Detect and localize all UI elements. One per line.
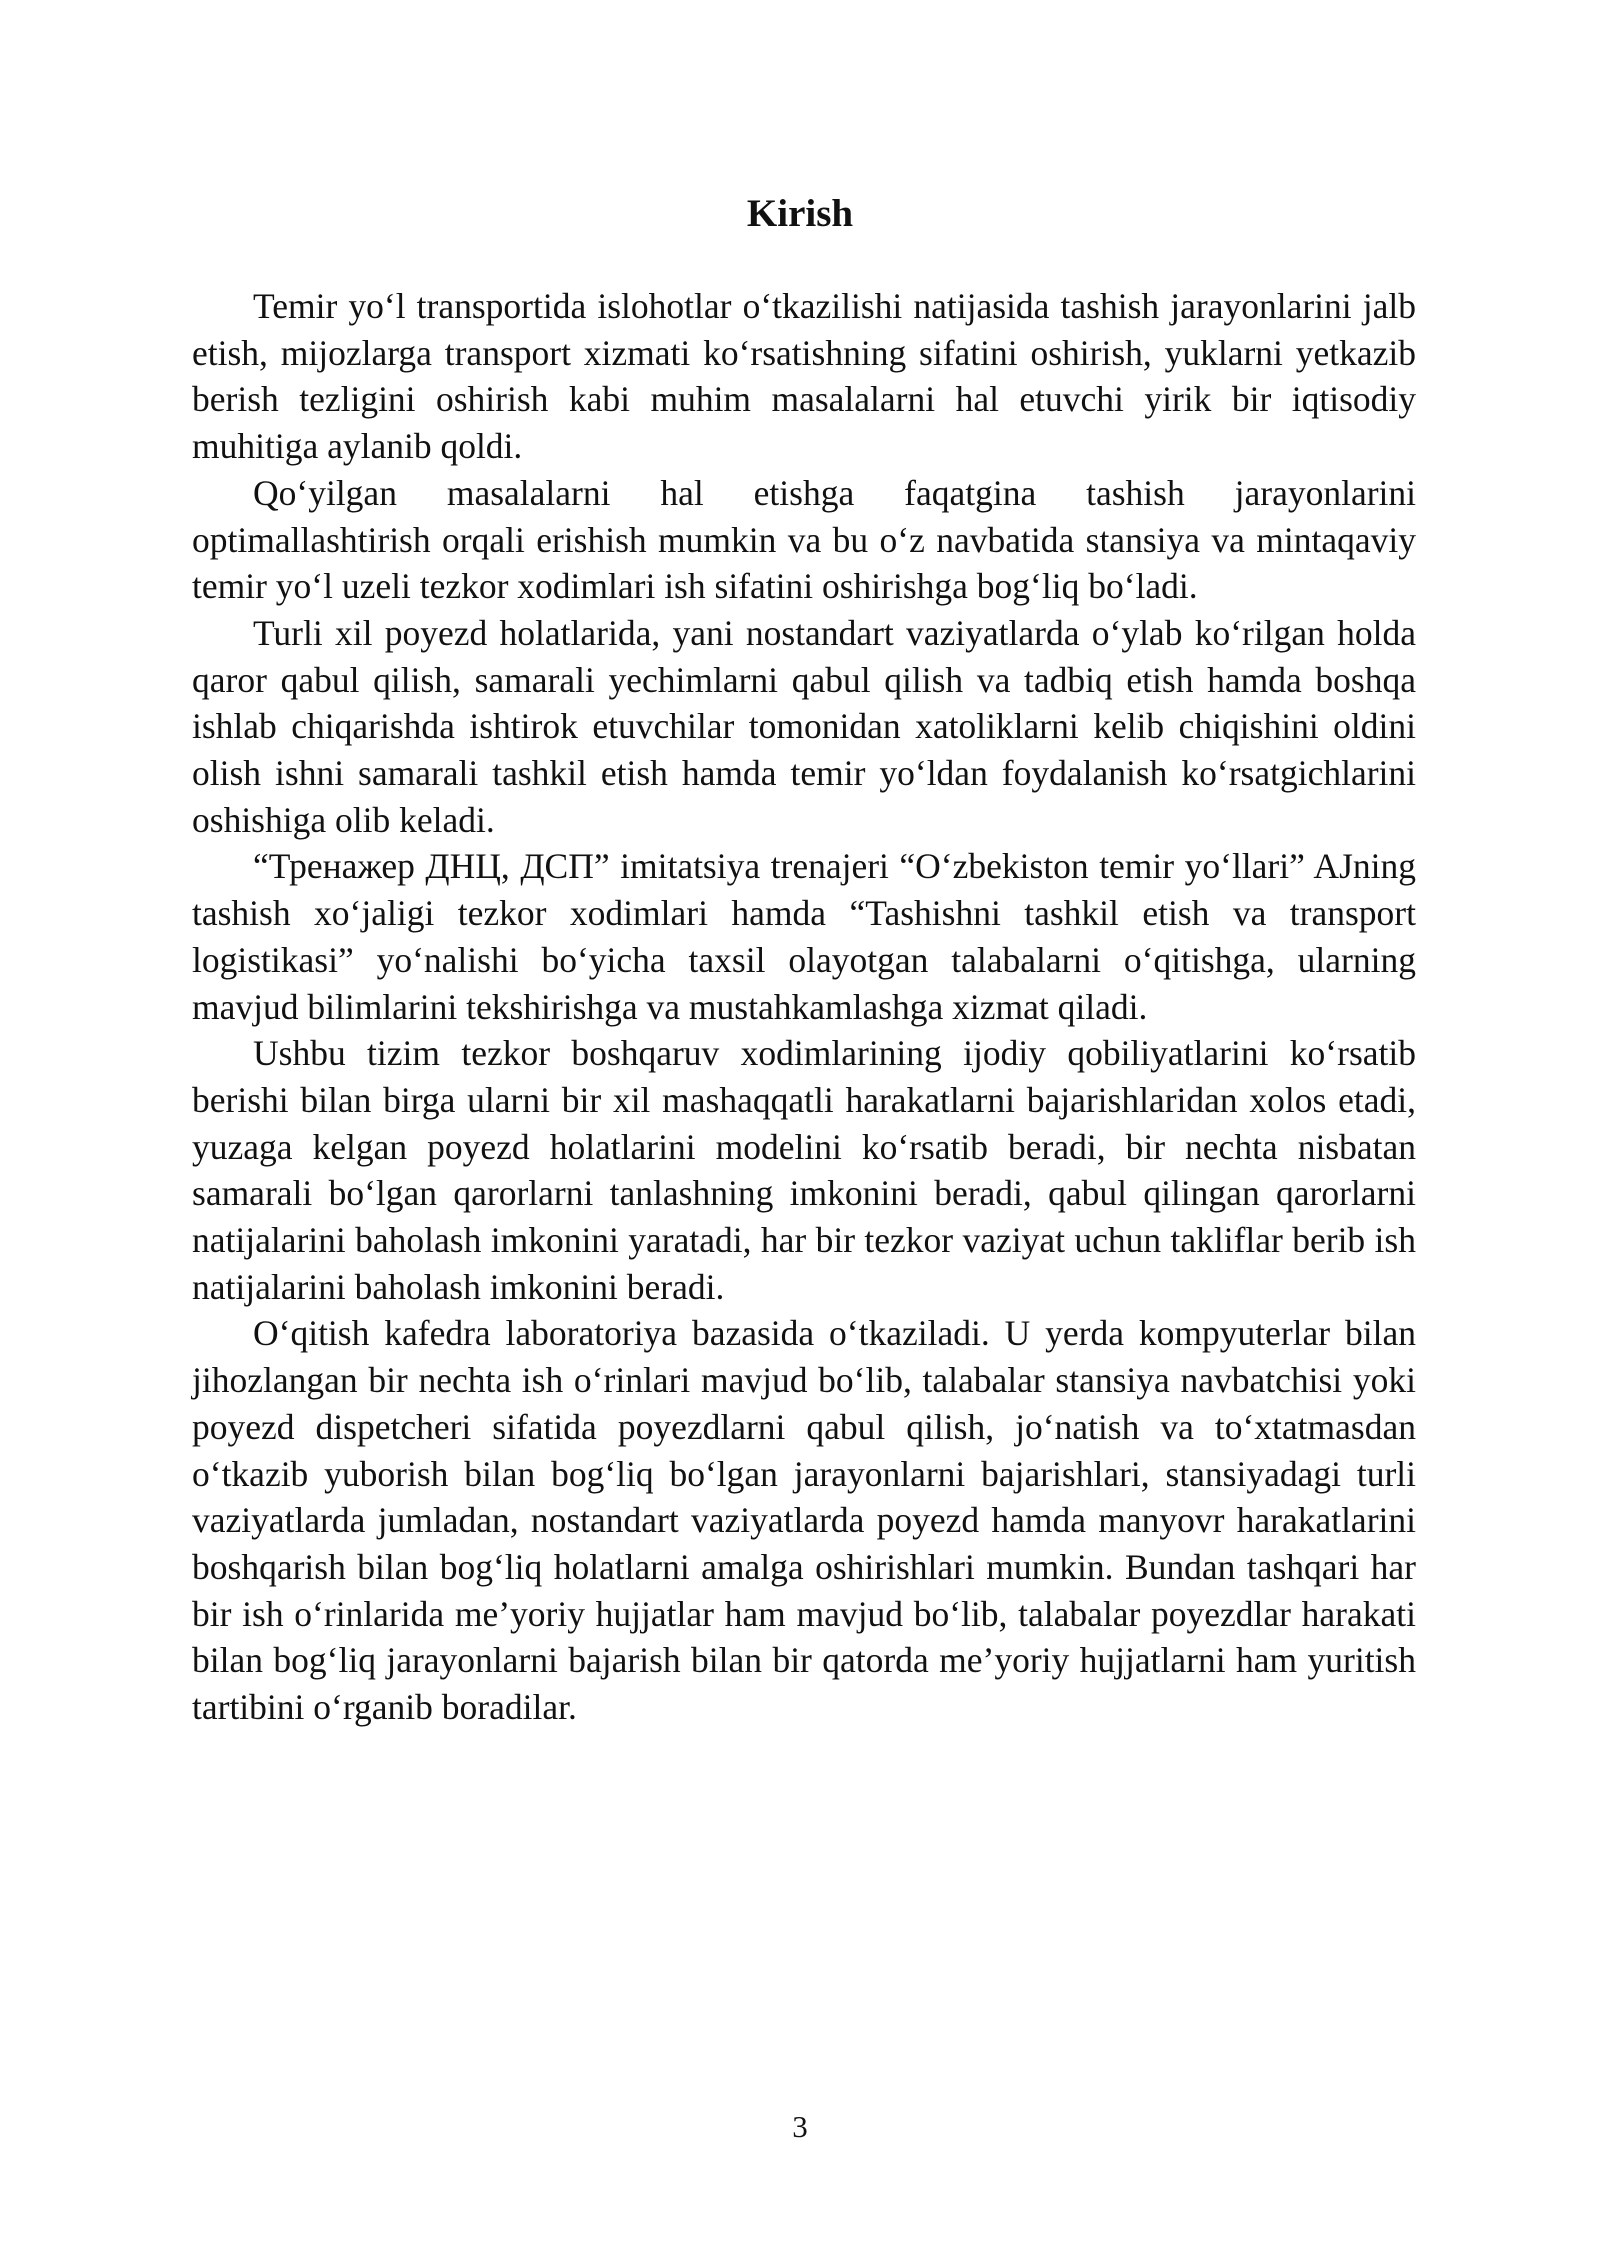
paragraph-3: Turli xil poyezd holatlarida, yani nostandart vaziyatlarda o‘ylab ko‘rilgan holda qaror qabul qilish, samarali yechimlarni qabul qilish va tadbiq etish hamda boshqa ishlab chiqarishda ishtirok etuvchilar tomonidan xatoliklarni kelib chiqishini oldini olish ishni samarali tashkil etish hamda temir yo‘ldan foydalanish ko‘rsatgichlarini oshishiga olib keladi. xyxy=(192,612,1416,840)
paragraph-5: Ushbu tizim tezkor boshqaruv xodimlarining ijodiy qobiliyatlarini ko‘rsatib berishi bilan birga ularni bir xil mashaqqatli harakatlarni bajarishlaridan xolos etadi, yuzaga kelgan poyezd holatlarini modelini ko‘rsatib beradi, bir nechta nisbatan samarali bo‘lgan qarorlarni tanlashning imkonini beradi, qabul qilingan qarorlarni natijalarini baholash imkonini yaratadi, har bir tezkor vaziyat uchun takliflar berib ish natijalarini baholash imkonini beradi. xyxy=(192,1033,1416,1307)
page-title: Kirish xyxy=(746,192,854,235)
paragraph-1: Temir yo‘l transportida islohotlar o‘tkazilishi natijasida tashish jarayonlarini jalb etish, mijozlarga transport xizmati ko‘rsatishning sifatini oshirish, yuklarni yetkazib berish tezligini oshirish kabi muhim masalalarni hal etuvchi yirik bir iqtisodiy muhitiga aylanib qoldi. xyxy=(192,286,1416,467)
paragraph-6: O‘qitish kafedra laboratoriya bazasida o‘tkaziladi. U yerda kompyuterlar bilan jihozlangan bir nechta ish o‘rinlari mavjud bo‘lib, talabalar stansiya navbatchisi yoki poyezd dispetcheri sifatida poyezdlarni qabul qilish, jo‘natish va to‘xtatmasdan o‘tkazib yuborish bilan bog‘liq bo‘lgan jarayonlarni bajarishlari, stansiyadagi turli vaziyatlarda jumladan, nostandart vaziyatlarda poyezd hamda manyovr harakatlarini boshqarish bilan bog‘liq holatlarni amalga oshirishlari mumkin. Bundan tashqari har bir ish o‘rinlarida me’yoriy hujjatlar ham mavjud bo‘lib, talabalar poyezdlar harakati bilan bog‘liq jarayonlarni bajarish bilan bir qatorda me’yoriy hujjatlarni ham yuritish tartibini o‘rganib boradilar. xyxy=(192,1313,1416,1728)
page-number: 3 xyxy=(792,2109,808,2144)
body-text xyxy=(192,283,1416,1731)
paragraph-4: “Тренажер ДНЦ, ДСП” imitatsiya trenajeri “O‘zbekiston temir yo‘llari” AJning tashish xo‘jaligi tezkor xodimlari hamda “Tashishni tashkil etish va transport logistikasi” yo‘nalishi bo‘yicha taxsil olayotgan talabalarni o‘qitishga, ularning mavjud bilimlarini tekshirishga va mustahkamlashga xizmat qiladi. xyxy=(192,846,1416,1027)
paragraph-2: Qo‘yilgan masalalarni hal etishga faqatgina tashish jarayonlarini optimallashtirish orqali erishish mumkin va bu o‘z navbatida stansiya va mintaqaviy temir yo‘l uzeli tezkor xodimlari ish sifatini oshirishga bog‘liq bo‘ladi. xyxy=(192,472,1416,607)
